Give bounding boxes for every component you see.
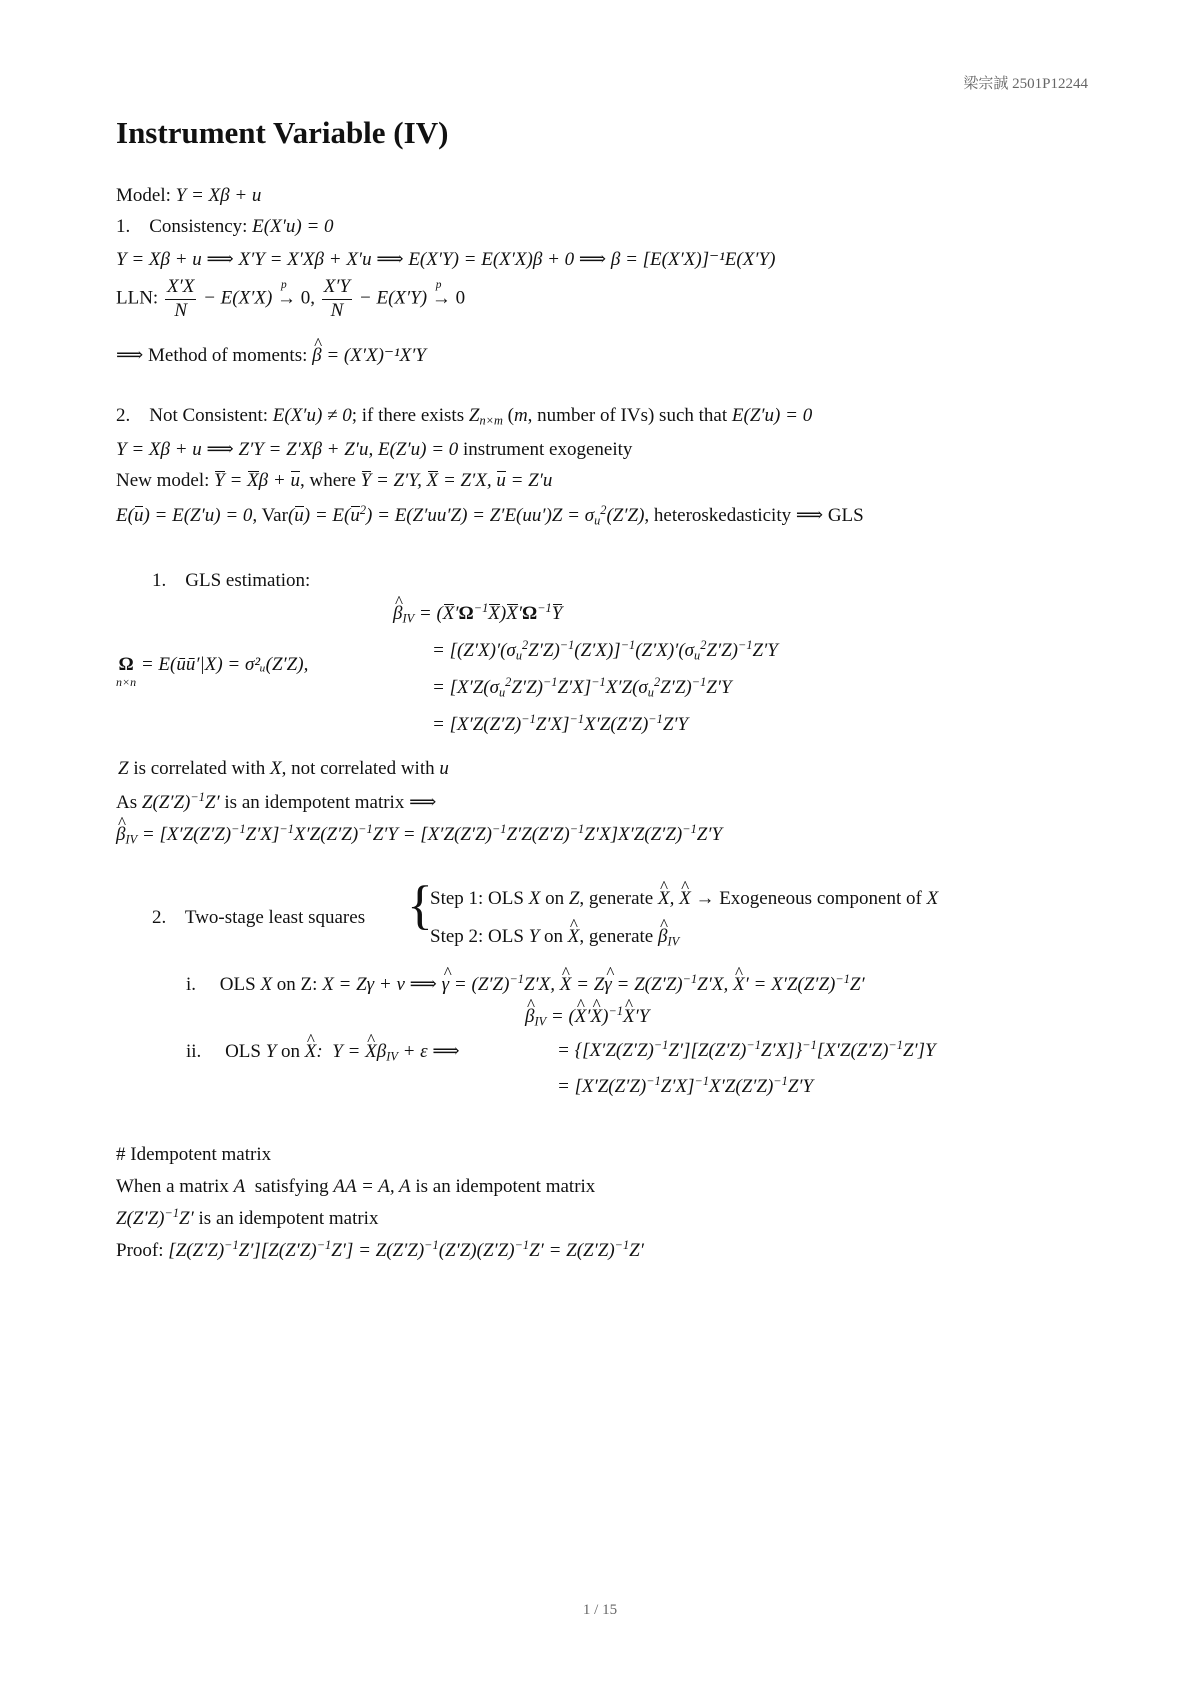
variance-operator: Var — [261, 505, 288, 526]
tsls-item-ii: ii. OLS Y on ^ X: Y = ^ $X\beta_{IV} + \varepsilon$ ⟹ — [186, 1040, 460, 1063]
item-ii-label: OLS — [225, 1041, 261, 1062]
correlated-text: is correlated with — [133, 758, 266, 779]
idempotent-claim-text: is an idempotent matrix — [198, 1208, 379, 1229]
idempotent-def-c: is an idempotent matrix — [415, 1176, 596, 1197]
lln-fraction-xx — [165, 276, 196, 323]
prob-limit-label: p — [435, 279, 442, 292]
lln-expectation-xy: − E(X′Y) — [358, 287, 428, 309]
section1-heading-text: Consistency: — [149, 216, 248, 237]
convergence-arrow-icon: p → — [277, 279, 297, 309]
beta-iv-simplification: ^ $\beta_{IV} = [X'Z(Z'Z)^{-1}Z'X]^{-1}X'Z(Z'Z)^{-1}Z'Y = [X'Z(Z'Z)^{-1}Z'Z(Z'Z)^{-1}Z'X]X'Z(Z'Z)^{-1}Z'Y$ — [116, 824, 722, 846]
mom-equation: = (X′X)⁻¹X′Y — [326, 345, 426, 366]
tsls-heading — [152, 907, 365, 929]
left-brace-icon: { — [407, 875, 433, 935]
proof-label: Proof: — [116, 1240, 164, 1261]
step2-generate: , generate — [579, 926, 654, 947]
omega-definition: Ω n×n = E(ūū′|X) = σ²ᵤ(Z′Z), — [116, 654, 309, 689]
section2-line2 — [116, 438, 632, 461]
idempotent-claim: $Z(Z'Z)^{-1}Z'$ is an idempotent matrix — [116, 1206, 379, 1229]
model-equation: Y = Xβ + u — [175, 185, 262, 206]
tsls-step2: Step 2: OLS Y on ^ X, generate ^ $\beta_{IV}$ — [430, 926, 679, 948]
lln-fraction-xy-den: N — [330, 299, 344, 321]
section2-heading-eq: E(X′u) ≠ 0 — [272, 405, 352, 426]
author-id-header: 梁宗誠 2501P12244 — [963, 76, 1088, 92]
tsls-beta-def: ^ $\beta_{IV}$ = (^ X′^ X)$^{-1}$^ X′Y — [525, 1006, 649, 1028]
tsls-beta-line1: = $\{[X'Z(Z'Z)^{-1}Z'][Z(Z'Z)^{-1}Z'X]\}^{-1}[X'Z(Z'Z)^{-1}Z']Y$ — [557, 1038, 936, 1061]
tsls-label: Two-stage least squares — [184, 907, 366, 928]
lln-fraction-xy-num: X′Y — [322, 276, 352, 300]
idempotent-heading: # Idempotent matrix — [116, 1144, 272, 1165]
not-correlated-text: , not correlated with — [281, 758, 435, 779]
gls-beta-line4: = $[X'Z(Z'Z)^{-1}Z'X]^{-1}X'Z(Z'Z)^{-1}Z'Y$ — [432, 712, 689, 735]
correlation-note: Z is correlated with X, not correlated with u — [118, 758, 449, 779]
step1-tail: → Exogeneous component of — [695, 888, 922, 909]
section2-iv-text: number of IVs) such that — [537, 405, 728, 426]
step2-label: Step 2: OLS — [430, 926, 524, 947]
step1-label: Step 1: OLS — [430, 888, 524, 909]
gls-heading — [152, 570, 310, 592]
step1-generate: , generate — [579, 888, 654, 909]
lln-label: LLN: — [116, 287, 159, 309]
idempotent-note: As $Z(Z'Z)^{-1}Z'$ is an idempotent matrix ⟹ — [116, 790, 437, 813]
step2-on: on — [544, 926, 564, 947]
model-line — [116, 185, 261, 207]
step1-on: on — [545, 888, 565, 909]
as-text: As — [116, 792, 138, 813]
lln-limit-2: 0 — [455, 287, 466, 309]
omega-dimension: n×n — [116, 675, 137, 689]
convergence-arrow-icon: p → — [431, 279, 451, 309]
gls-beta-line1: ^ $\beta_{IV} = (X'\Omega^{-1}X)X'\Omega^{-1}Y$ — [393, 603, 562, 625]
section2-transform-eq: Y = Xβ + u ⟹ Z′Y = Z′Xβ + Z′u, E(Z′u) = 0 — [116, 439, 459, 460]
prob-limit-label: p — [281, 279, 287, 292]
section2-variance-line: E(u) = E(Z′u) = 0, $Var(u) = E(u^2) = E(Z'uu'Z) = Z'E(uu')Z = \sigma_u^2(Z'Z)$, heteroskedasticity ⟹ GLS — [116, 503, 864, 528]
method-of-moments: ⟹ Method of moments: ^ β = (X′X)⁻¹X′Y — [116, 344, 426, 367]
lln-fraction-xy — [322, 276, 352, 323]
new-model-label: New model: — [116, 470, 210, 491]
item-ii-number: ii. — [186, 1041, 202, 1062]
section2-number: 2. — [116, 405, 131, 426]
section2-exogeneity-text: instrument exogeneity — [463, 439, 633, 460]
page-number: 1 / 15 — [582, 1602, 618, 1618]
section2-line1: 2. Not Consistent: E(X′u) ≠ 0; if there exists $Z_{n\times m}$ (m, number of IVs) such that E(Z′u) = 0 — [116, 405, 813, 428]
idempotent-def-a: When a matrix — [116, 1176, 229, 1197]
gls-beta-line2: = $[(Z'X)'(\sigma_u^2Z'Z)^{-1}(Z'X)]^{-1}(Z'X)'(\sigma_u^2Z'Z)^{-1}Z'Y$ — [432, 638, 778, 663]
lln-expectation-xx: − E(X′X) — [203, 287, 273, 309]
item-ii-on: on — [281, 1041, 301, 1062]
mom-prefix: ⟹ Method of moments: — [116, 345, 308, 366]
section2-exists-text: ; if there exists — [351, 405, 465, 426]
gls-number: 1. — [152, 570, 167, 591]
section2-new-model: New model: Y = Xβ + u, where Y = Z′Y, X = Z′X, u = Z′u — [116, 470, 553, 491]
section1-derivation: Y = Xβ + u ⟹ X′Y = X′Xβ + X′u ⟹ E(X′Y) = E(X′X)β + 0 ⟹ β = [E(X′X)]⁻¹E(X′Y) — [116, 249, 776, 270]
tsls-item-i: i. OLS X on Z: X = Zγ + v ⟹ ^ $\gamma = (Z'Z)^{-1}Z'X$, ^ X = Z^ $\gamma = Z(Z'Z)^{-1}Z'X$, ^ $X' = X'Z(Z'Z)^{-1}Z'$ — [186, 973, 865, 996]
page-title: Instrument Variable (IV) — [116, 115, 449, 150]
section1-heading — [116, 216, 334, 238]
section1-number: 1. — [116, 216, 131, 237]
new-model-where: , where — [299, 470, 356, 491]
lln-limit-1: 0, — [300, 287, 316, 309]
omega-definition-eq: = E(ūū′|X) = σ²ᵤ(Z′Z), — [140, 654, 309, 675]
lln-line — [116, 276, 465, 323]
tsls-beta-line2: = $[X'Z(Z'Z)^{-1}Z'X]^{-1}X'Z(Z'Z)^{-1}Z'Y$ — [557, 1074, 814, 1097]
item-i-label: OLS — [219, 974, 256, 995]
section2-heading: Not Consistent: — [149, 405, 269, 426]
item-i-number: i. — [186, 974, 197, 995]
gls-beta-line3: = $[X'Z(\sigma_u^2Z'Z)^{-1}Z'X]^{-1}X'Z(\sigma_u^2Z'Z)^{-1}Z'Y$ — [432, 675, 732, 700]
item-i-on: on Z: — [276, 974, 318, 995]
tsls-step1: Step 1: OLS X on Z, generate ^ X, ^ X → Exogeneous component of X — [430, 888, 938, 910]
idempotent-def-b: satisfying — [250, 1176, 329, 1197]
idempotent-proof: Proof: $[Z(Z'Z)^{-1}Z'][Z(Z'Z)^{-1}Z'] = Z(Z'Z)^{-1}(Z'Z)(Z'Z)^{-1}Z' = Z(Z'Z)^{-1}Z'$ — [116, 1238, 644, 1261]
section2-exogeneity-eq: E(Z′u) = 0 — [731, 405, 813, 426]
gls-heading-text: GLS estimation: — [185, 570, 311, 591]
model-label: Model: — [116, 185, 171, 206]
section1-heading-eq: E(X′u) = 0 — [252, 216, 334, 237]
idempotent-def: When a matrix A satisfying AA = A, A is an idempotent matrix — [116, 1176, 596, 1197]
lln-fraction-xx-num: X′X — [165, 276, 196, 300]
tsls-number: 2. — [152, 907, 167, 928]
idempotent-note-text: is an idempotent matrix ⟹ — [224, 792, 437, 813]
heteroskedasticity-text: , heteroskedasticity ⟹ GLS — [644, 505, 864, 526]
lln-fraction-xx-den: N — [174, 299, 187, 321]
